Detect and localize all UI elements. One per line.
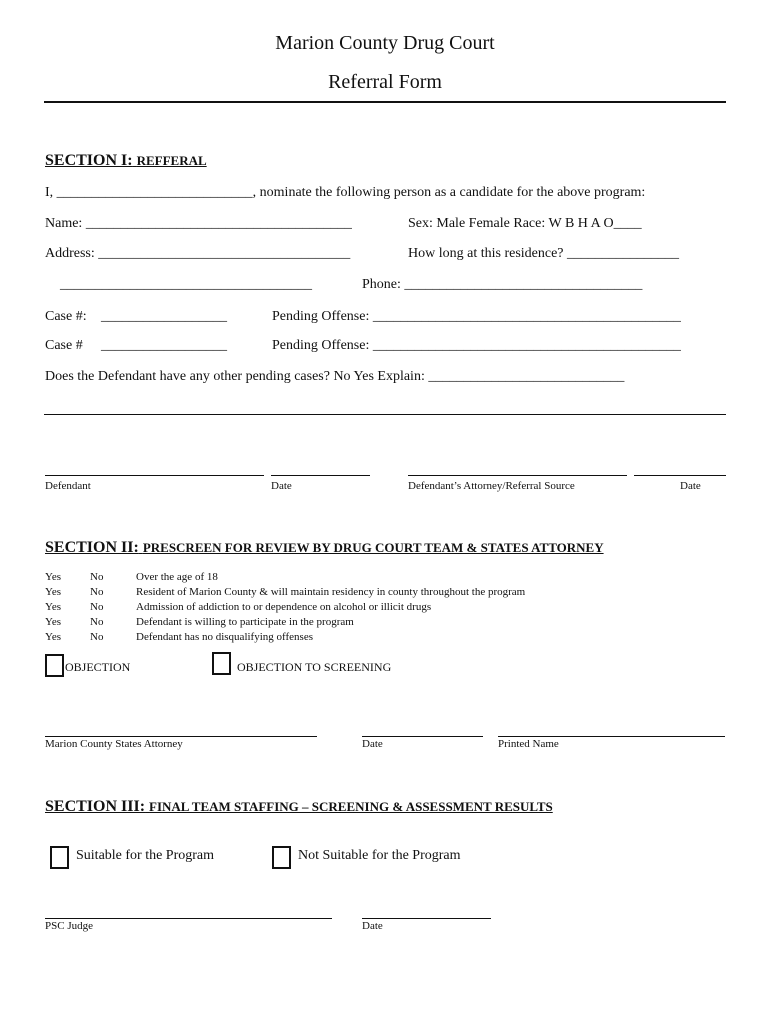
judge-date-label: Date (362, 920, 383, 932)
printed-name-label: Printed Name (498, 738, 559, 750)
objection-to-screening-label: OBJECTION TO SCREENING (237, 660, 392, 674)
form-title: Marion County Drug Court (275, 32, 495, 54)
states-attorney-label: Marion County States Attorney (45, 738, 183, 750)
sex-race-field[interactable]: Sex: Male Female Race: W B H A O____ (408, 216, 642, 231)
criterion-text: Resident of Marion County & will maintain residency in county throughout the program (136, 586, 526, 598)
section2-heading (45, 539, 604, 557)
case-number-1-label: Case #: (45, 309, 87, 324)
section3-heading (45, 798, 553, 816)
criterion-yes-option[interactable]: Yes (45, 616, 62, 628)
suitable-label: Suitable for the Program (76, 848, 215, 863)
criterion-text: Admission of addiction to or dependence on alcohol or illicit drugs (136, 601, 432, 613)
printed-name-line[interactable] (498, 736, 725, 737)
phone-field[interactable]: Phone: __________________________________ (362, 277, 643, 292)
case-number-1-field[interactable]: __________________ (101, 309, 227, 324)
states-attorney-date-label: Date (362, 738, 383, 750)
residence-duration-field[interactable]: How long at this residence? ________________ (408, 246, 680, 261)
not-suitable-label: Not Suitable for the Program (298, 848, 461, 863)
section3-heading-label: SECTION III: (45, 798, 146, 815)
criterion-yes-option[interactable]: Yes (45, 586, 62, 598)
defendant-signature-label: Defendant (45, 480, 91, 492)
suitable-checkbox[interactable] (50, 846, 69, 869)
criterion-yes-option[interactable]: Yes (45, 631, 62, 643)
states-attorney-signature-line[interactable] (45, 736, 317, 737)
pending-offense-1-field[interactable]: Pending Offense: ____________________________________________ (272, 309, 681, 324)
objection-to-screening-checkbox[interactable] (212, 652, 231, 675)
judge-label: PSC Judge (45, 920, 93, 932)
name-field[interactable]: Name: ______________________________________ (45, 216, 352, 231)
header-divider (44, 101, 726, 103)
objection-checkbox[interactable] (45, 654, 64, 677)
form-subtitle: Referral Form (328, 71, 442, 93)
section2-heading-sub: PRESCREEN FOR REVIEW BY DRUG COURT TEAM & STATES ATTORNEY (142, 540, 604, 555)
criterion-no-option[interactable]: No (90, 631, 104, 643)
case-number-2-field[interactable]: __________________ (101, 338, 227, 353)
attorney-signature-label: Defendant’s Attorney/Referral Source (408, 480, 575, 492)
explain-line[interactable] (44, 414, 726, 415)
criterion-no-option[interactable]: No (90, 571, 104, 583)
criterion-text: Over the age of 18 (136, 571, 218, 583)
address-line2-field[interactable]: ____________________________________ (60, 277, 312, 292)
criterion-text: Defendant is willing to participate in the program (136, 616, 354, 628)
attorney-signature-line[interactable] (408, 475, 627, 476)
section1-heading-sub: REFFERAL (136, 153, 207, 168)
address-field[interactable]: Address: ____________________________________ (45, 246, 351, 261)
attorney-date-label: Date (680, 480, 701, 492)
criterion-no-option[interactable]: No (90, 586, 104, 598)
attorney-date-line[interactable] (634, 475, 726, 476)
criterion-yes-option[interactable]: Yes (45, 601, 62, 613)
defendant-date-label: Date (271, 480, 292, 492)
criterion-no-option[interactable]: No (90, 601, 104, 613)
judge-date-line[interactable] (362, 918, 491, 919)
states-attorney-date-line[interactable] (362, 736, 483, 737)
case-number-2-label: Case # (45, 338, 83, 353)
criterion-text: Defendant has no disqualifying offenses (136, 631, 313, 643)
not-suitable-checkbox[interactable] (272, 846, 291, 869)
section1-heading (45, 152, 207, 170)
nominate-line[interactable]: I, ____________________________, nominate the following person as a candidate for the above program: (45, 185, 646, 200)
other-pending-cases-field[interactable]: Does the Defendant have any other pending cases? No Yes Explain: ____________________________ (45, 369, 625, 384)
section2-heading-label: SECTION II: (45, 539, 139, 556)
defendant-date-line[interactable] (271, 475, 370, 476)
criterion-yes-option[interactable]: Yes (45, 571, 62, 583)
section1-heading-label: SECTION I: (45, 152, 133, 169)
defendant-signature-line[interactable] (45, 475, 264, 476)
judge-signature-line[interactable] (45, 918, 332, 919)
section3-heading-sub: FINAL TEAM STAFFING – SCREENING & ASSESSMENT RESULTS (149, 799, 553, 814)
pending-offense-2-field[interactable]: Pending Offense: ____________________________________________ (272, 338, 681, 353)
objection-label: OBJECTION (65, 660, 131, 674)
criterion-no-option[interactable]: No (90, 616, 104, 628)
